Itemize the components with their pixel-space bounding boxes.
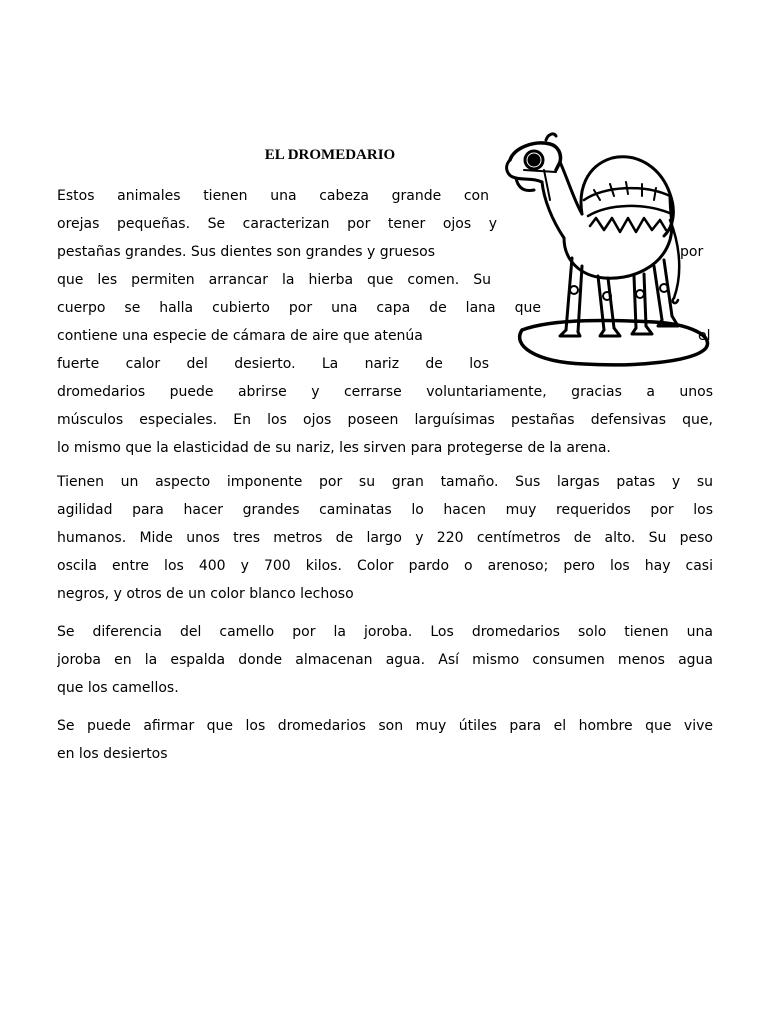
document-title: EL DROMEDARIO bbox=[264, 147, 396, 163]
paragraph-1-line-8: dromedarios puede abrirse y cerrarse voluntariamente, gracias a unos bbox=[57, 384, 713, 400]
paragraph-2-line-3: humanos. Mide unos tres metros de largo y 220 centímetros de alto. Su peso bbox=[57, 530, 713, 546]
paragraph-1-line-10: lo mismo que la elasticidad de su nariz, les sirven para protegerse de la arena. bbox=[57, 440, 611, 456]
paragraph-1-line-2: orejas pequeñas. Se caracterizan por tener ojos y bbox=[57, 216, 497, 232]
paragraph-1-line-7: fuerte calor del desierto. La nariz de los bbox=[57, 356, 489, 372]
paragraph-2-line-1: Tienen un aspecto imponente por su gran tamaño. Sus largas patas y su bbox=[57, 474, 713, 490]
paragraph-4-line-1: Se puede afirmar que los dromedarios son muy útiles para el hombre que vive bbox=[57, 718, 713, 734]
paragraph-3-line-2: joroba en la espalda donde almacenan agua. Así mismo consumen menos agua bbox=[57, 652, 713, 668]
paragraph-4-line-2: en los desiertos bbox=[57, 746, 168, 762]
dromedary-illustration-icon bbox=[494, 130, 716, 370]
paragraph-3-line-3: que los camellos. bbox=[57, 680, 179, 696]
paragraph-2-line-5: negros, y otros de un color blanco lechoso bbox=[57, 586, 354, 602]
paragraph-1-line-6: contiene una especie de cámara de aire que atenúa bbox=[57, 328, 423, 344]
paragraph-1-line-4: que les permiten arrancar la hierba que comen. Su bbox=[57, 272, 491, 288]
paragraph-1-line-9: músculos especiales. En los ojos poseen larguísimas pestañas defensivas que, bbox=[57, 412, 713, 428]
paragraph-1-line-5: cuerpo se halla cubierto por una capa de lana que bbox=[57, 300, 541, 316]
paragraph-1-line-3: pestañas grandes. Sus dientes son grandes y gruesos bbox=[57, 244, 435, 260]
paragraph-2-line-2: agilidad para hacer grandes caminatas lo hacen muy requeridos por los bbox=[57, 502, 713, 518]
paragraph-3-line-1: Se diferencia del camello por la joroba. Los dromedarios solo tienen una bbox=[57, 624, 713, 640]
paragraph-1-line-3-end: por bbox=[680, 244, 704, 260]
paragraph-1-line-6-end: el bbox=[698, 328, 711, 344]
paragraph-1-line-1: Estos animales tienen una cabeza grande con bbox=[57, 188, 489, 204]
paragraph-2-line-4: oscila entre los 400 y 700 kilos. Color pardo o arenoso; pero los hay casi bbox=[57, 558, 713, 574]
